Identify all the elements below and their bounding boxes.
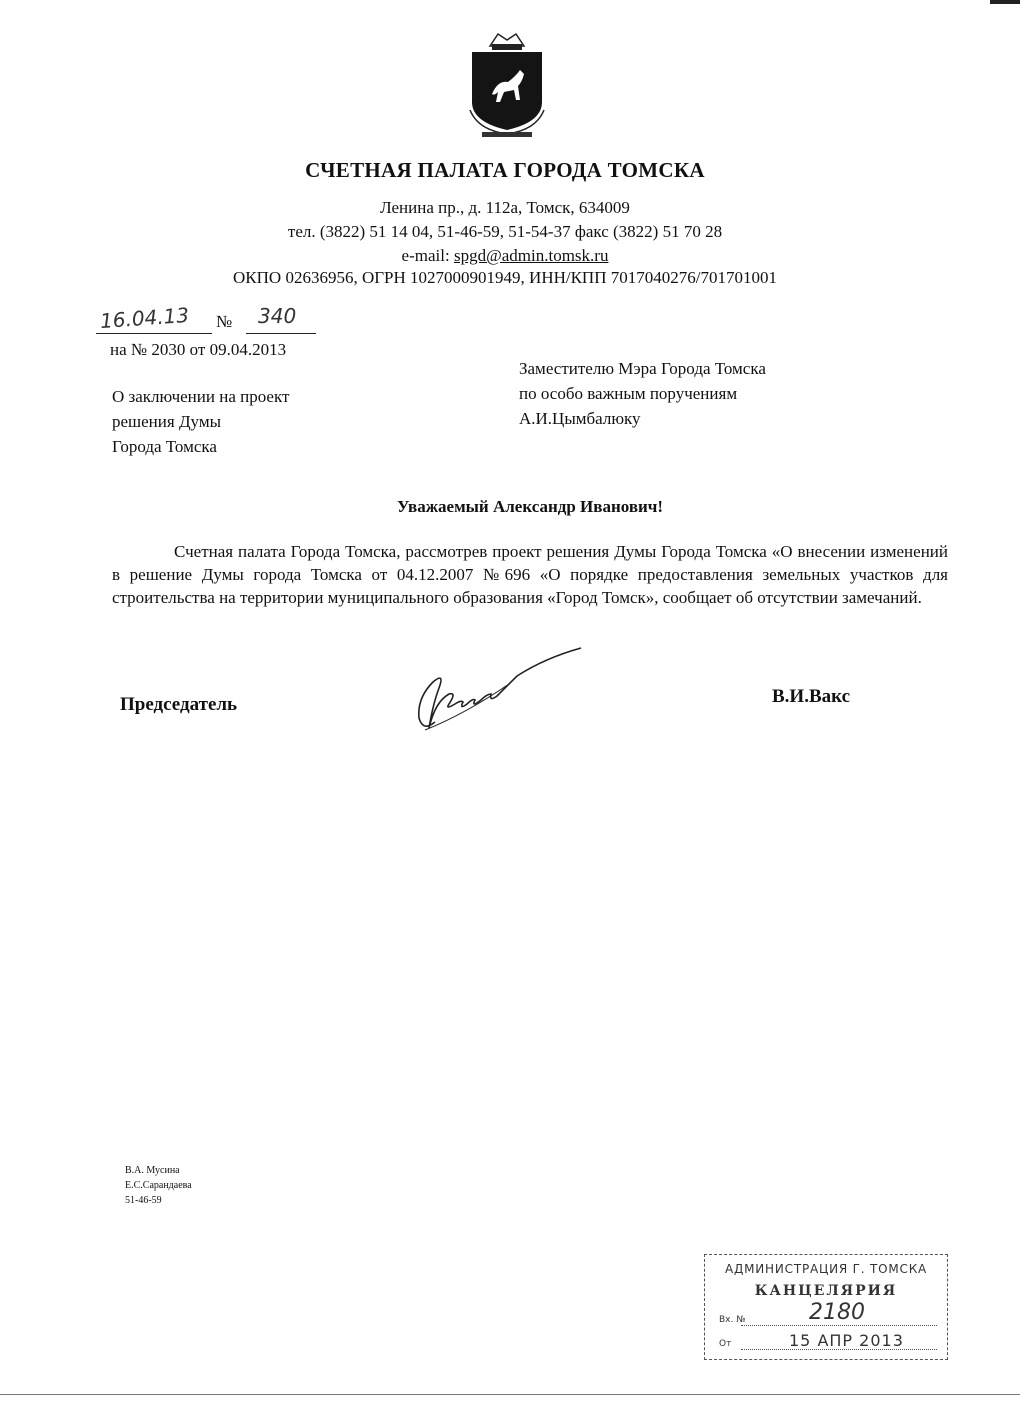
- stamp-line: [741, 1325, 937, 1326]
- coat-of-arms-icon: [468, 30, 546, 140]
- stamp-incoming-label: Вх. №: [719, 1315, 746, 1325]
- recipient-line: по особо важным поручениям: [519, 384, 738, 403]
- stamp-line: [741, 1349, 937, 1350]
- stamp-from-date: 15 АПР 2013: [789, 1331, 904, 1350]
- salutation: Уважаемый Александр Иванович!: [396, 497, 664, 516]
- number-label: №: [216, 312, 233, 331]
- date-underline: [96, 333, 212, 334]
- executors-block: [125, 1163, 192, 1208]
- recipient-line: Заместителю Мэра Города Томска: [519, 359, 766, 378]
- address: Ленина пр., д. 112а, Томск, 634009: [380, 198, 630, 217]
- subject-line: Города Томска: [112, 437, 217, 456]
- subject-line: О заключении на проект: [112, 387, 290, 406]
- stamp-incoming-number: 2180: [809, 1300, 865, 1325]
- organization-title: СЧЕТНАЯ ПАЛАТА ГОРОДА ТОМСКА: [305, 158, 705, 182]
- outgoing-number: 340: [258, 304, 297, 328]
- subject-line: решения Думы: [112, 412, 221, 431]
- scan-edge-line: [0, 1394, 1020, 1395]
- subject-block: [112, 384, 289, 459]
- executor-line: В.А. Мусина: [125, 1165, 180, 1176]
- stamp-organization: АДМИНИСТРАЦИЯ Г. ТОМСКА: [724, 1262, 928, 1276]
- signatory-name: В.И.Вакс: [772, 686, 851, 707]
- registry-codes: ОКПО 02636956, ОГРН 1027000901949, ИНН/КПП 7017040276/701701001: [233, 268, 777, 287]
- outgoing-date: 16.04.13: [99, 302, 190, 334]
- stamp-department: КАНЦЕЛЯРИЯ: [754, 1283, 898, 1299]
- email-link[interactable]: spgd@admin.tomsk.ru: [453, 246, 609, 265]
- phones: тел. (3822) 51 14 04, 51-46-59, 51-54-37 факс (3822) 51 70 28: [287, 222, 723, 241]
- recipient-block: [519, 356, 766, 431]
- executor-phone: 51-46-59: [125, 1195, 162, 1206]
- stamp-from-label: От: [719, 1339, 732, 1349]
- email-line: [0, 246, 1010, 266]
- letter-body: Счетная палата Города Томска, рассмотрев проект решения Думы Города Томска «О внесении изменений в решение Думы города Томска от 04.12.2007 №696 «О порядке предоставления земельных участков для строительства на территории муниципального образования «Город Томск», сообщает об отсутствии замечаний.: [112, 542, 948, 607]
- handwritten-signature: [405, 642, 585, 742]
- number-underline: [246, 333, 316, 334]
- reference-line: на № 2030 от 09.04.2013: [110, 340, 287, 359]
- signatory-title: Председатель: [120, 694, 238, 715]
- executor-line: Е.С.Сарандаева: [125, 1180, 192, 1191]
- registration-stamp: [704, 1254, 948, 1360]
- email-label: e-mail:: [401, 246, 454, 265]
- recipient-line: А.И.Цымбалюку: [519, 409, 641, 428]
- scan-corner-mark: [990, 0, 1020, 4]
